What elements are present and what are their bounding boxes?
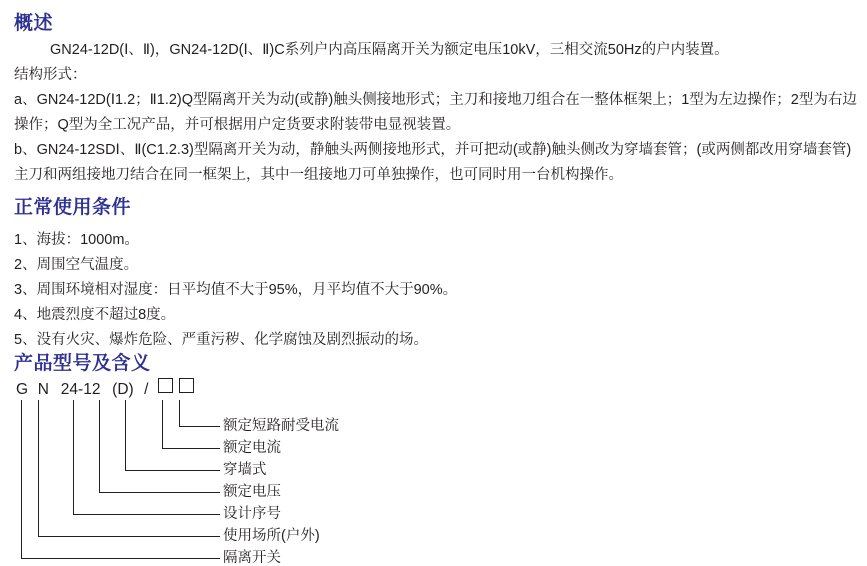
overview-body (14, 38, 859, 188)
list-item: 2、周围空气温度。 (14, 257, 139, 273)
code-part-slash: / (144, 381, 149, 398)
section-title-conditions: 正常使用条件 (14, 197, 132, 218)
list-item: 4、地震烈度不超过8度。 (14, 307, 176, 323)
code-part-g: G (15, 381, 29, 398)
leader-horizontal-design-serial (73, 514, 220, 515)
section-title-model: 产品型号及含义 (14, 353, 151, 374)
leader-vertical-isolating-switch (21, 400, 22, 558)
leader-horizontal-isolating-switch (21, 558, 220, 559)
legend-label-rated-current: 额定电流 (223, 440, 281, 456)
code-part-n: N (37, 381, 49, 398)
leader-vertical-rated-current (162, 400, 163, 448)
leader-horizontal-short-circuit (179, 426, 220, 427)
legend-label-isolating-switch: 隔离开关 (223, 550, 281, 566)
conditions-list (14, 228, 854, 353)
leader-vertical-place-of-use (38, 400, 39, 536)
leader-horizontal-rated-current (162, 448, 220, 449)
overview-paragraph-2: 结构形式： (14, 67, 87, 83)
leader-vertical-wall-bushing (125, 400, 126, 470)
overview-paragraph-3: a、GN24-12D(Ⅰ1.2；Ⅱ1.2)Q型隔离开关为动(或静)触头侧接地形式；主刀和接地刀组合在一整体框架上；1型为左边操作；2型为右边操作；Q型为全工况产品，并可根据用户定货要求附装带电显视装置。 (14, 92, 857, 133)
leader-horizontal-rated-voltage (99, 492, 220, 493)
leader-horizontal-place-of-use (38, 536, 220, 537)
overview-paragraph-4: b、GN24-12SDⅠ、Ⅱ(C1.2.3)型隔离开关为动，静触头两侧接地形式，并可把动(或静)触头侧改为穿墙套管；(或两侧都改用穿墙套管)主刀和两组接地刀结合在同一框架上，其中一组接地刀可单独操作，也可同时用一台机构操作。 (14, 142, 852, 183)
code-part-2412: 24-12 (60, 381, 101, 398)
list-item: 1、海拔：1000m。 (14, 232, 139, 248)
list-item: 5、没有火灾、爆炸危险、严重污秽、化学腐蚀及剧烈振动的场。 (14, 332, 429, 348)
leader-vertical-short-circuit (179, 400, 180, 426)
legend-label-place-of-use: 使用场所(户外) (223, 528, 320, 544)
legend-label-wall-bushing: 穿墙式 (223, 462, 267, 478)
model-code-row (14, 378, 194, 400)
model-designation-diagram (14, 378, 854, 566)
leader-horizontal-wall-bushing (125, 470, 220, 471)
legend-label-rated-voltage: 额定电压 (223, 484, 281, 500)
leader-vertical-rated-voltage (99, 400, 100, 492)
overview-paragraph-1: GN24-12D(Ⅰ、Ⅱ)，GN24-12D(Ⅰ、Ⅱ)C系列户内高压隔离开关为额定电压10kV，三相交流50Hz的户内装置。 (50, 42, 729, 58)
code-part-d: (D) (112, 381, 134, 398)
list-item: 3、周围环境相对湿度：日平均值不大于95%，月平均值不大于90%。 (14, 282, 458, 298)
leader-vertical-design-serial (73, 400, 74, 514)
legend-label-short-circuit: 额定短路耐受电流 (223, 418, 339, 434)
section-title-overview: 概述 (14, 13, 54, 34)
legend-label-design-serial: 设计序号 (223, 506, 281, 522)
code-box-short-circuit (179, 378, 194, 393)
code-box-current (158, 378, 173, 393)
